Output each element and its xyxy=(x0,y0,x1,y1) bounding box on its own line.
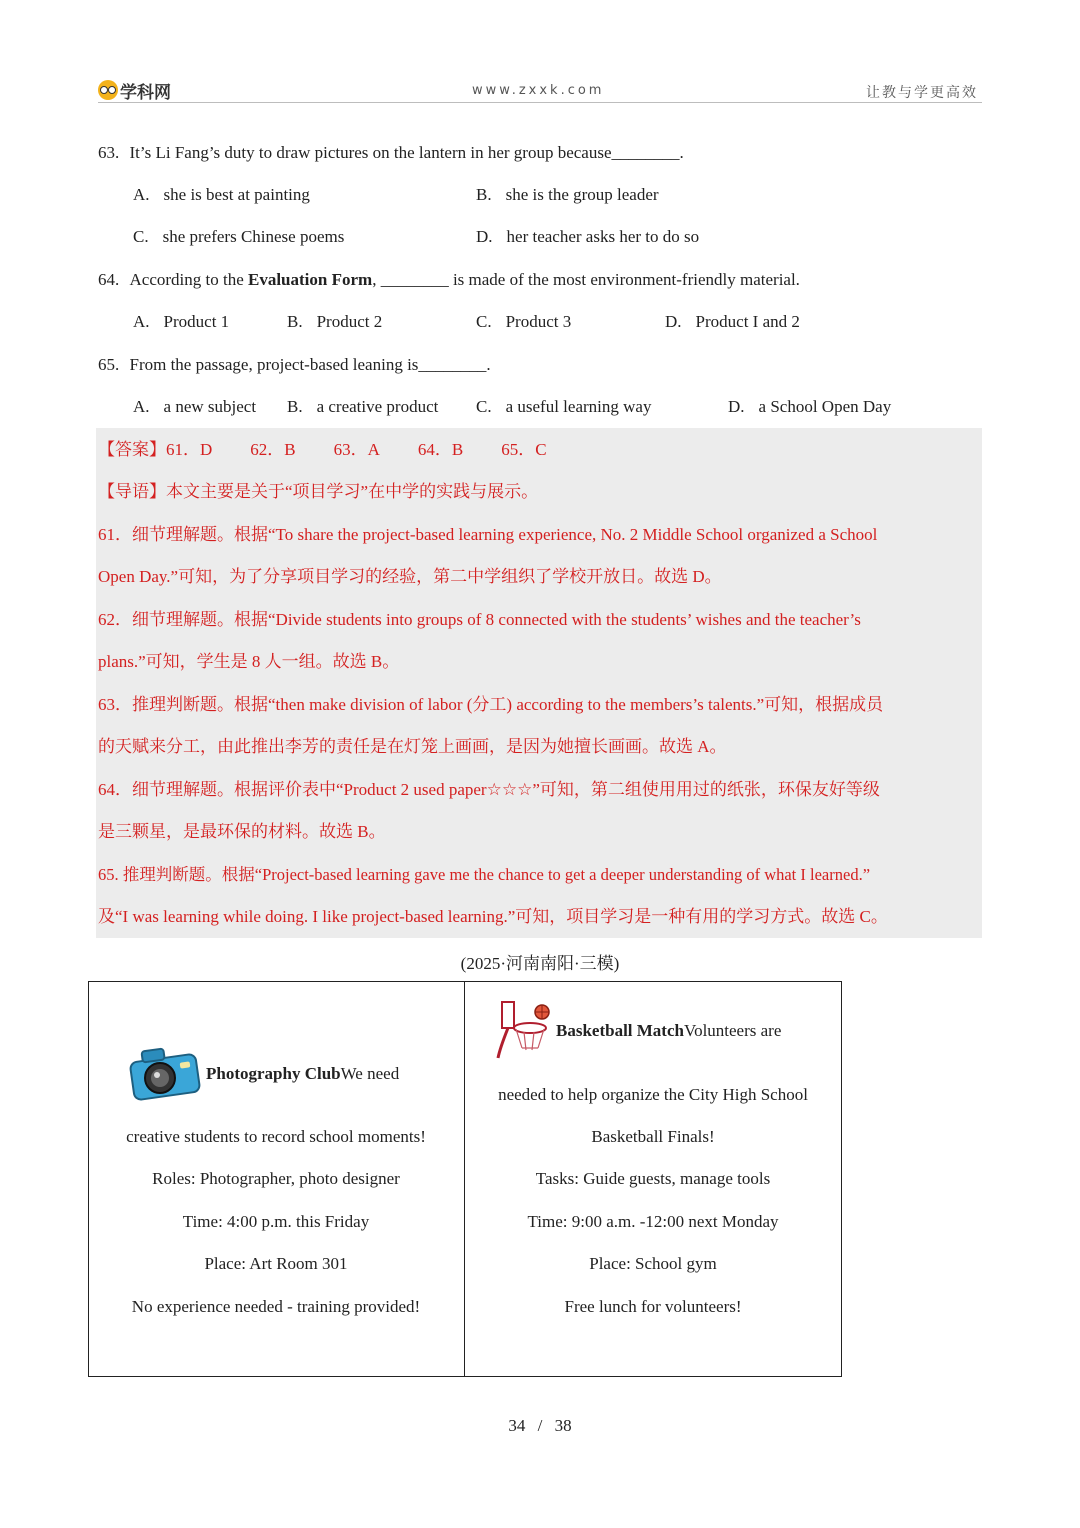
option-letter: C. xyxy=(476,312,492,331)
ad-text: creative students to record school moments! xyxy=(126,1127,426,1146)
answer-item: 65．C xyxy=(501,440,547,459)
option-text: Product 1 xyxy=(163,312,230,331)
ad-text: Basketball Finals! xyxy=(591,1127,715,1146)
option-letter: D. xyxy=(665,312,682,331)
total-pages: 38 xyxy=(554,1416,572,1435)
owl-logo-icon xyxy=(98,80,118,100)
option-letter: D. xyxy=(476,227,493,246)
explanation-line: 63．推理判断题。根据“then make division of labor (分工) according to the members’s talents.”可知，根据成员 xyxy=(98,695,884,714)
explanation-line: Open Day.”可知，为了分享项目学习的经验，第二中学组织了学校开放日。故选 D。 xyxy=(98,567,722,586)
ads-table-divider xyxy=(464,981,465,1377)
photography-club-title: Photography Club xyxy=(206,1064,341,1083)
question-64 xyxy=(98,269,800,291)
guide-line xyxy=(98,481,538,503)
option-letter: A. xyxy=(133,185,150,204)
q64-option-c[interactable] xyxy=(476,311,571,333)
q64-option-d[interactable] xyxy=(665,311,800,333)
question-63 xyxy=(98,142,684,164)
answer-key-line xyxy=(98,439,547,461)
ad-place: Place: Art Room 301 xyxy=(204,1254,348,1273)
question-number: 65. xyxy=(98,355,120,374)
option-text: her teacher asks her to do so xyxy=(506,227,700,246)
explanation-line: 及“I was learning while doing. I like project-based learning.”可知，项目学习是一种有用的学习方式。故选 C。 xyxy=(98,907,888,926)
ad-place: Place: School gym xyxy=(589,1254,717,1273)
option-letter: D. xyxy=(728,397,745,416)
option-letter: A. xyxy=(133,397,150,416)
question-number: 63. xyxy=(98,143,120,162)
q63-option-b[interactable] xyxy=(476,184,659,206)
question-stem: From the passage, project-based leaning is________. xyxy=(129,355,491,374)
option-letter: C. xyxy=(476,397,492,416)
page-separator: / xyxy=(537,1416,543,1435)
option-text: a creative product xyxy=(316,397,439,416)
camera-icon xyxy=(128,1044,204,1104)
guide-text: 本文主要是关于“项目学习”在中学的实践与展示。 xyxy=(166,482,539,501)
header-tagline: 让教与学更高效 xyxy=(866,85,978,101)
explanation-line: 62．细节理解题。根据“Divide students into groups of 8 connected with the students’ wishes and the teacher’s xyxy=(98,610,861,629)
ad-note: Free lunch for volunteers! xyxy=(564,1297,742,1316)
question-stem: It’s Li Fang’s duty to draw pictures on the lantern in her group because________. xyxy=(129,143,684,162)
option-text: Product I and 2 xyxy=(695,312,800,331)
q65-option-d[interactable] xyxy=(728,396,891,418)
question-source: (2025·河南南阳·三模) xyxy=(460,954,620,973)
basketball-hoop-icon xyxy=(494,998,556,1062)
answer-label: 【答案】 xyxy=(98,440,166,459)
explanation-line: 61．细节理解题。根据“To share the project-based learning experience, No. 2 Middle School organized a School xyxy=(98,525,878,544)
explanation-line: 的天赋来分工，由此推出李芳的责任是在灯笼上画画，是因为她擅长画画。故选 A。 xyxy=(98,737,727,756)
answer-item: 64．B xyxy=(417,440,464,459)
answer-explanation-panel xyxy=(96,428,982,938)
q64-option-b[interactable] xyxy=(287,311,382,333)
page-number xyxy=(0,1416,1080,1436)
option-text: she prefers Chinese poems xyxy=(162,227,345,246)
ad-text: Volunteers are xyxy=(683,1021,782,1040)
ad-tasks: Tasks: Guide guests, manage tools xyxy=(535,1169,771,1188)
site-logo[interactable] xyxy=(98,78,171,102)
explanation-line: 64．细节理解题。根据评价表中“Product 2 used paper☆☆☆”可知，第二组使用用过的纸张，环保友好等级 xyxy=(98,780,880,799)
explanation-line: 是三颗星，是最环保的材料。故选 B。 xyxy=(98,822,386,841)
option-letter: B. xyxy=(476,185,492,204)
option-text: Product 3 xyxy=(505,312,572,331)
question-stem-start: According to the xyxy=(129,270,248,289)
question-65 xyxy=(98,354,491,376)
option-letter: B. xyxy=(287,312,303,331)
option-text: a useful learning way xyxy=(505,397,652,416)
ad-time: Time: 4:00 p.m. this Friday xyxy=(182,1212,370,1231)
option-text: she is best at painting xyxy=(163,185,310,204)
explanation-line: plans.”可知，学生是 8 人一组。故选 B。 xyxy=(98,652,400,671)
ad-roles: Roles: Photographer, photo designer xyxy=(152,1169,400,1188)
basketball-match-title: Basketball Match xyxy=(556,1021,684,1040)
q65-option-b[interactable] xyxy=(287,396,438,418)
option-letter: B. xyxy=(287,397,303,416)
ad-text: needed to help organize the City High School xyxy=(498,1085,808,1104)
site-url[interactable]: www.zxxk.com xyxy=(472,83,605,98)
option-text: she is the group leader xyxy=(505,185,659,204)
ad-time: Time: 9:00 a.m. -12:00 next Monday xyxy=(527,1212,779,1231)
evaluation-form-term: Evaluation Form xyxy=(248,270,373,289)
option-text: a School Open Day xyxy=(758,397,892,416)
question-stem-end: , ________ is made of the most environment-friendly material. xyxy=(372,270,800,289)
logo-text: 学科网 xyxy=(120,82,171,103)
basketball-ad-heading xyxy=(556,1021,781,1041)
q64-option-a[interactable] xyxy=(133,311,229,333)
question-number: 64. xyxy=(98,270,120,289)
guide-label: 【导语】 xyxy=(98,482,166,501)
q65-option-c[interactable] xyxy=(476,396,651,418)
option-text: Product 2 xyxy=(316,312,383,331)
answer-item: 63．A xyxy=(333,440,380,459)
q63-option-d[interactable] xyxy=(476,226,699,248)
ad-note: No experience needed - training provided! xyxy=(131,1297,421,1316)
q63-option-c[interactable] xyxy=(133,226,344,248)
current-page: 34 xyxy=(508,1416,526,1435)
answer-item: 62．B xyxy=(250,440,296,459)
q63-option-a[interactable] xyxy=(133,184,310,206)
ad-text: We need xyxy=(340,1064,400,1083)
option-text: a new subject xyxy=(163,397,257,416)
header-divider xyxy=(98,102,982,103)
explanation-line: 65. 推理判断题。根据“Project-based learning gave me the chance to get a deeper understanding of what I learned.” xyxy=(98,865,871,884)
option-letter: A. xyxy=(133,312,150,331)
q65-option-a[interactable] xyxy=(133,396,256,418)
answer-item: 61．D xyxy=(166,440,213,459)
photography-ad-heading xyxy=(206,1064,399,1084)
option-letter: C. xyxy=(133,227,149,246)
